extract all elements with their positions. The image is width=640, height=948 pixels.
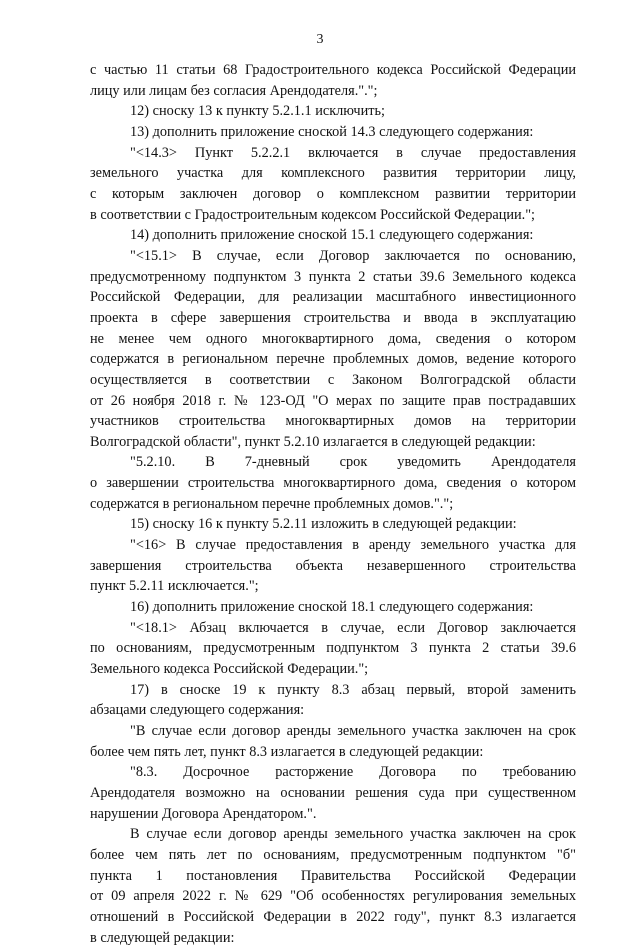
text-line: 14) дополнить приложение сноской 15.1 следующего содержания: (130, 227, 534, 244)
text-line: 16) дополнить приложение сноской 18.1 следующего содержания: (130, 599, 534, 616)
text-line: пункта 1 постановления Правительства Российской Федерации (90, 867, 576, 884)
text-line: В случае если договор аренды земельного участка заключен на срок (130, 826, 576, 843)
text-line: пункт 5.2.11 исключается."; (90, 578, 259, 595)
text-line: проекта в сфере завершения строительства и ввода в эксплуатацию (90, 309, 576, 326)
page-number: 3 (316, 32, 324, 47)
text-line: содержатся в региональном перечне проблемных домов, ведение которого (90, 351, 576, 368)
text-line: Волгоградской области", пункт 5.2.10 излагается в следующей редакции: (90, 433, 536, 450)
text-line: "<15.1> В случае, если Договор заключается по основанию, (130, 247, 576, 264)
text-line: 13) дополнить приложение сноской 14.3 следующего содержания: (130, 123, 534, 140)
text-line: содержатся в региональном перечне проблемных домов."."; (90, 495, 454, 512)
text-line: "8.3. Досрочное расторжение Договора по требованию (130, 764, 576, 781)
text-line: 17) в сноске 19 к пункту 8.3 абзац первый, второй заменить (130, 681, 576, 698)
text-line: участников строительства многоквартирных домов на территории (90, 413, 576, 430)
text-line: "<18.1> Абзац включается в случае, если Договор заключается (130, 619, 576, 636)
text-line: Российской Федерации, для реализации масштабного инвестиционного (90, 289, 576, 306)
text-line: в соответствии с Градостроительным кодексом Российской Федерации."; (90, 206, 536, 223)
text-line: "В случае если договор аренды земельного участка заключен на срок (130, 723, 576, 739)
text-line: по основаниям, предусмотренным подпунктом 3 пункта 2 статьи 39.6 (90, 640, 576, 657)
text-line: 12) сноску 13 к пункту 5.2.1.1 исключить; (130, 103, 386, 120)
text-line: "<14.3> Пункт 5.2.2.1 включается в случае предоставления (130, 144, 576, 161)
text-line: от 09 апреля 2022 г. № 629 "Об особенностях регулирования земельных (90, 888, 576, 905)
text-line: абзацами следующего содержания: (90, 702, 305, 719)
text-line: 15) сноску 16 к пункту 5.2.11 изложить в следующей редакции: (130, 516, 517, 533)
text-line: завершения строительства объекта незавершенного строительства (90, 557, 576, 574)
text-line: отношений в Российской Федерации в 2022 году", пункт 8.3 излагается (90, 908, 576, 925)
text-line: более чем пять лет, пункт 8.3 излагается в следующей редакции: (90, 743, 484, 760)
text-line: от 26 ноября 2018 г. № 123-ОД "О мерах по защите прав пострадавших (90, 392, 576, 409)
text-line: лицу или лицам без согласия Арендодателя."."; (90, 82, 378, 99)
text-line: в следующей редакции: (90, 929, 235, 946)
document-body (90, 60, 576, 948)
text-line: с которым заключен договор о комплексном развитии территории (90, 185, 576, 202)
text-line: "<16> В случае предоставления в аренду земельного участка для (130, 537, 576, 554)
text-line: предусмотренному подпунктом 3 пункта 2 статьи 39.6 Земельного кодекса (90, 268, 576, 285)
text-line: не менее чем одного многоквартирного дома, сведения о котором (90, 330, 576, 347)
text-line: "5.2.10. В 7-дневный срок уведомить Арендодателя (130, 454, 576, 471)
text-line: о завершении строительства многоквартирного дома, сведения о котором (90, 475, 576, 492)
text-line: осуществляется в соответствии с Законом Волгоградской области (90, 371, 576, 388)
text-line: нарушении Договора Арендатором.". (90, 805, 317, 822)
text-line: с частью 11 статьи 68 Градостроительного кодекса Российской Федерации (90, 62, 576, 78)
text-line: более чем пять лет по основаниям, предусмотренным подпунктом "б" (90, 846, 576, 863)
text-line: Арендодателя возможно на основании решения суда при существенном (90, 784, 576, 801)
text-line: Земельного кодекса Российской Федерации."; (90, 661, 369, 678)
text-line: земельного участка для комплексного развития территории лицу, (90, 165, 576, 182)
